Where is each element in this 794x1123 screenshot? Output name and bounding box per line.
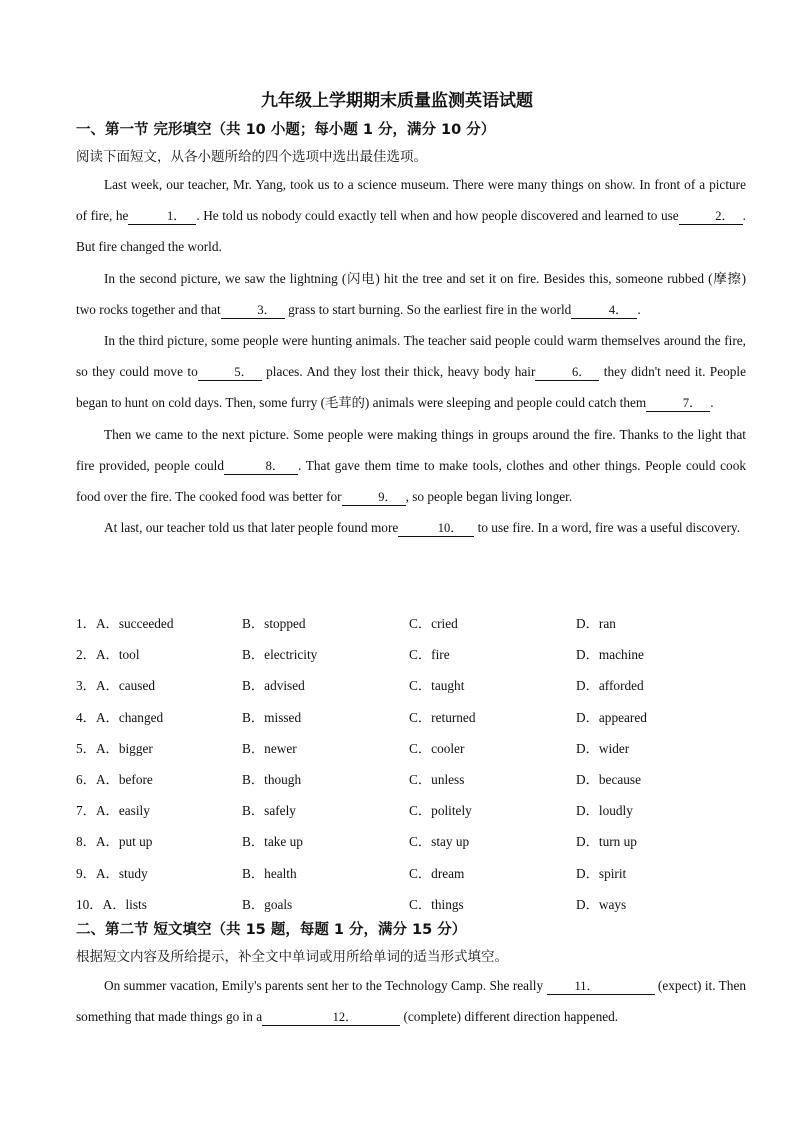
blank-11[interactable]: 11． <box>547 978 655 995</box>
blank-12[interactable]: 12． <box>262 1009 400 1026</box>
option-choice[interactable]: 4．A．changed <box>76 709 164 725</box>
section1-heading: 一、第一节 完形填空（共 10 小题；每小题 1 分，满分 10 分） <box>76 122 496 138</box>
option-choice[interactable]: B．goals <box>242 896 293 912</box>
option-choice[interactable]: C．cried <box>409 616 458 631</box>
paragraph: On summer vacation, Emily's parents sent her to the Technology Camp. She really 11． (expect) it. Then something that made things go in a 12． (complete) different direction happened. <box>76 978 746 1025</box>
option-choice[interactable]: C．unless <box>409 771 465 787</box>
paragraph: At last, our teacher told us that later people found more 10． to use fire. In a word, fire was a useful discovery. <box>104 520 741 536</box>
cloze-passage <box>76 169 746 543</box>
option-choice[interactable]: 8．A．put up <box>76 834 153 850</box>
option-choice[interactable]: D．ran <box>576 616 616 631</box>
blank-8[interactable]: 8． <box>224 458 298 475</box>
blank-5[interactable]: 5． <box>198 364 262 381</box>
question-row <box>76 824 746 855</box>
option-choice[interactable]: B．stopped <box>242 616 306 631</box>
option-choice[interactable]: D．spirit <box>576 865 627 881</box>
option-choice[interactable]: D．afforded <box>576 678 644 694</box>
question-row <box>76 856 746 887</box>
question-row <box>76 700 746 731</box>
option-choice[interactable]: 1．A．succeeded <box>76 616 174 631</box>
blank-10[interactable]: 10． <box>398 520 474 537</box>
question-row <box>76 668 746 699</box>
blank-3[interactable]: 3． <box>221 302 285 319</box>
paragraph: In the second picture, we saw the lightning (闪电) hit the tree and set it on fire. Besides this, someone rubbed (摩擦) two rocks together and that 3． grass to start burning. So the earliest fire in the world 4． . <box>76 270 746 317</box>
option-choice[interactable]: C．returned <box>409 709 476 725</box>
option-choice[interactable]: B．electricity <box>242 647 318 663</box>
blank-7[interactable]: 7． <box>646 395 710 412</box>
blank-1[interactable]: 1． <box>128 208 196 225</box>
question-row <box>76 887 746 918</box>
option-choice[interactable]: C．politely <box>409 803 472 819</box>
option-choice[interactable]: C．fire <box>409 647 450 663</box>
option-choice[interactable]: B．safely <box>242 803 296 819</box>
question-row <box>76 762 746 793</box>
option-choice[interactable]: D．wider <box>576 740 630 756</box>
section1-instruction: 阅读下面短文，从各小题所给的四个选项中选出最佳选项。 <box>76 149 427 165</box>
paragraph: Then we came to the next picture. Some people were making things in groups around the fire. Thanks to the light that fire provided, people could 8． . That gave them time to make tools, clothes and other things. People could cook food over the fire. The cooked food was better for 9． , so people began living longer. <box>76 426 747 505</box>
option-choice[interactable]: C．stay up <box>409 834 470 850</box>
paragraph: In the third picture, some people were hunting animals. The teacher said people could warm themselves around the fire, so they could move to 5． places. And they lost their thick, heavy body hair 6． they didn't need it. People began to hunt on cold days. Then, some furry (毛茸的) animals were sleeping and people could catch them 7． . <box>76 333 746 411</box>
section2-instruction: 根据短文内容及所给提示，补全文中单词或用所给单词的适当形式填空。 <box>76 949 508 965</box>
exam-title: 九年级上学期期末质量监测英语试题 <box>261 91 533 111</box>
option-choice[interactable]: B．advised <box>242 678 305 694</box>
option-choice[interactable]: B．health <box>242 865 297 881</box>
blank-9[interactable]: 9． <box>342 489 406 506</box>
question-row <box>76 606 746 637</box>
section2-heading: 二、第二节 短文填空（共 15 题，每题 1 分，满分 15 分） <box>76 922 467 938</box>
option-choice[interactable]: C．things <box>409 896 464 912</box>
question-row <box>76 793 746 824</box>
fill-passage <box>76 970 746 1032</box>
option-choice[interactable]: C．taught <box>409 678 465 694</box>
option-choice[interactable]: C．cooler <box>409 740 465 756</box>
option-choice[interactable]: 6．A．before <box>76 771 153 787</box>
paragraph: Last week, our teacher, Mr. Yang, took us to a science museum. There were many things on show. In front of a picture of fire, he 1． . He told us nobody could exactly tell when and how people discovered and learned to use 2． . But fire changed the world. <box>76 177 746 255</box>
option-choice[interactable]: 7．A．easily <box>76 803 150 819</box>
blank-2[interactable]: 2． <box>679 208 743 225</box>
option-choice[interactable]: D．because <box>576 771 641 787</box>
option-choice[interactable]: B．take up <box>242 834 303 850</box>
option-choice[interactable]: B．though <box>242 771 302 787</box>
option-choice[interactable]: B．missed <box>242 709 302 725</box>
option-choice[interactable]: 9．A．study <box>76 865 148 881</box>
question-row <box>76 731 746 762</box>
option-choice[interactable]: 10．A．lists <box>76 896 147 912</box>
option-choice[interactable]: 5．A．bigger <box>76 740 153 756</box>
option-choice[interactable]: D．appeared <box>576 709 647 725</box>
option-choice[interactable]: 2．A．tool <box>76 647 140 663</box>
answer-options <box>76 606 746 918</box>
question-row <box>76 637 746 668</box>
option-choice[interactable]: B．newer <box>242 740 297 756</box>
option-choice[interactable]: D．loudly <box>576 803 633 819</box>
option-choice[interactable]: D．ways <box>576 896 627 912</box>
option-choice[interactable]: D．turn up <box>576 834 637 850</box>
option-choice[interactable]: D．machine <box>576 647 644 663</box>
blank-4[interactable]: 4． <box>571 302 637 319</box>
option-choice[interactable]: 3．A．caused <box>76 678 156 694</box>
option-choice[interactable]: C．dream <box>409 865 465 881</box>
blank-6[interactable]: 6． <box>535 364 599 381</box>
